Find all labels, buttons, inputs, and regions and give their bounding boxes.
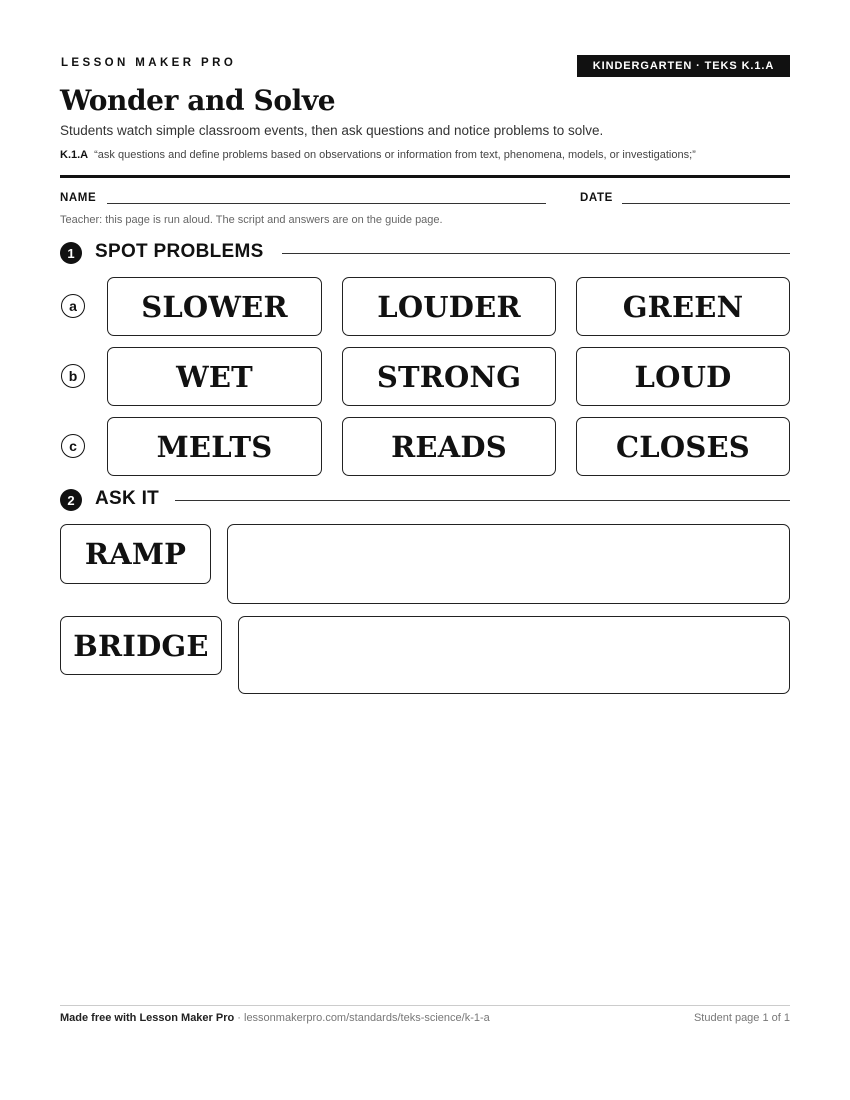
answer-box[interactable]	[227, 524, 790, 604]
word-card[interactable]	[576, 417, 790, 476]
word-card-text: STRONG	[376, 359, 522, 394]
name-field[interactable]	[107, 203, 546, 204]
standard-line	[60, 149, 696, 161]
word-card-text: CLOSES	[616, 429, 750, 464]
prompt-word-text: RAMP	[84, 537, 187, 571]
footer-divider	[60, 1005, 790, 1006]
word-card[interactable]	[342, 417, 556, 476]
section-1-number: 1	[60, 242, 82, 264]
word-card-text: MELTS	[156, 429, 273, 464]
word-card[interactable]	[107, 417, 322, 476]
word-card-text: LOUDER	[377, 289, 521, 324]
section-2-title: ASK IT	[95, 488, 160, 509]
section-2-number: 2	[60, 489, 82, 511]
teacher-note: Teacher: this page is run aloud. The script and answers are on the guide page.	[60, 214, 443, 226]
footer-made-with: Made free with Lesson Maker Pro	[60, 1012, 235, 1024]
word-card[interactable]	[107, 277, 322, 336]
page-number: Student page 1 of 1	[693, 1012, 790, 1024]
brand-name: LESSON MAKER PRO	[61, 57, 237, 69]
word-card-text: READS	[391, 429, 507, 464]
prompt-word-text: BRIDGE	[73, 628, 209, 663]
section-1-title: SPOT PROBLEMS	[95, 241, 264, 262]
word-card[interactable]	[342, 347, 556, 406]
standard-text: “ask questions and define problems based on observations or information from text, phenomena, models, or investigations;”	[94, 149, 696, 161]
footer-credit	[60, 1012, 490, 1024]
answer-box[interactable]	[238, 616, 790, 694]
grade-standard-badge: KINDERGARTEN · TEKS K.1.A	[577, 55, 790, 77]
row-letter-c: c	[61, 434, 85, 458]
footer-url[interactable]: · lessonmakerpro.com/standards/teks-science/k-1-a	[237, 1012, 490, 1024]
date-field[interactable]	[622, 203, 790, 204]
row-letter-b: b	[61, 364, 85, 388]
page-title: Wonder and Solve	[60, 84, 336, 117]
standard-code: K.1.A	[60, 149, 89, 161]
prompt-word-card	[60, 616, 222, 675]
section-1-rule	[282, 253, 790, 254]
word-card-text: WET	[176, 359, 253, 394]
page-subtitle: Students watch simple classroom events, then ask questions and notice problems to solve.	[60, 123, 604, 138]
word-card-text: GREEN	[622, 289, 744, 324]
word-card-text: SLOWER	[141, 289, 288, 324]
prompt-word-card	[60, 524, 211, 584]
header-divider	[60, 175, 790, 178]
word-card[interactable]	[107, 347, 322, 406]
row-letter-a: a	[61, 294, 85, 318]
word-card[interactable]	[576, 277, 790, 336]
word-card[interactable]	[342, 277, 556, 336]
name-label: NAME	[60, 192, 97, 204]
date-label: DATE	[580, 192, 613, 204]
section-2-rule	[175, 500, 790, 501]
word-card[interactable]	[576, 347, 790, 406]
word-card-text: LOUD	[634, 359, 732, 394]
